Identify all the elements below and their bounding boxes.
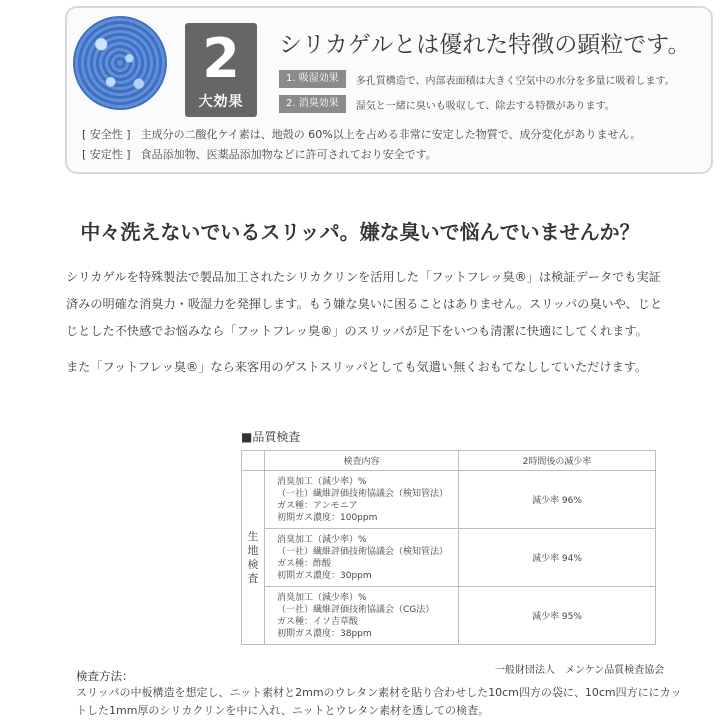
table-row <box>242 529 656 587</box>
condition-line: （一社）繊維評価技術協議会（CG法） <box>277 604 435 615</box>
card-heading: シリカゲルとは優れた特徴の顕粒です。 <box>279 32 691 58</box>
safety-text: 主成分の二酸化ケイ素は、地殻の 60%以上を占める非常に安定した物質で、成分変化がありません。 <box>140 128 642 141</box>
silica-gel-image <box>73 16 167 110</box>
feature-tag: 1. 吸湿効果 <box>279 70 346 88</box>
method-text: スリッパの中板構造を想定し、ニット素材と2mmのウレタン素材を貼り合わせした10cm四方の袋に、10cm四方ににカットした1mm厚のシリカクリンを中に入れ、ニットとウレタン素材を透しての検査。 <box>76 686 682 717</box>
side-label-text: 生 地 検 査 <box>247 529 259 585</box>
side-label <box>242 471 265 645</box>
effect-badge <box>185 23 257 117</box>
badge-label: 大効果 <box>198 94 244 110</box>
condition-line: ガス種：アンモニア <box>277 500 358 511</box>
reduction-rate: 減少率 95% <box>459 587 656 645</box>
test-condition <box>265 529 459 587</box>
quality-table <box>241 450 656 645</box>
feature-tag: 2. 消臭効果 <box>279 95 346 113</box>
guest-paragraph: また「フットフレッ臭®」なら来客用のゲストスリッパとしても気遣い無くおもてなししていただけます。 <box>66 360 648 374</box>
condition-line: 消臭加工（減少率）% <box>277 476 367 487</box>
method-title: 検査方法： <box>76 669 134 683</box>
feature-desc: 多孔質構造で、内部表面積は大きく空気中の水分を多量に吸着します。 <box>355 75 675 87</box>
condition-line: （一社）繊維評価技術協議会（検知管法） <box>277 488 449 499</box>
feature-desc: 湿気と一緒に臭いも吸収して、除去する特徴があります。 <box>355 100 615 112</box>
quality-title: ■品質検査 <box>241 430 301 444</box>
headline: 中々洗えないでいるスリッパ。嫌な臭いで悩んでいませんか？ <box>80 220 640 244</box>
condition-line: 消臭加工（減少率）% <box>277 534 367 545</box>
table-row <box>242 471 656 529</box>
test-condition <box>265 587 459 645</box>
condition-line: 初期ガス濃度：38ppm <box>277 628 372 639</box>
condition-line: ガス種：酢酸 <box>277 558 332 569</box>
safety-key: [ 安全性 ] <box>82 128 131 141</box>
condition-line: 消臭加工（減少率）% <box>277 592 367 603</box>
reduction-rate: 減少率 96% <box>459 471 656 529</box>
badge-number: 2 <box>202 27 240 90</box>
condition-line: 初期ガス濃度：100ppm <box>277 512 378 523</box>
condition-line: （一社）繊維評価技術協議会（検知管法） <box>277 546 449 557</box>
intro-paragraph: シリカゲルを特殊製法で製品加工されたシリカクリンを活用した「フットフレッ臭®」は検証データでも実証済みの明確な消臭力・吸湿力を発揮します。もう嫌な臭いに困ることはありません。スリッパの臭いや、じとじとした不快感でお悩みなら「フットフレッ臭®」のスリッパが足下をいつも清潔に快適にしてくれます。 <box>66 270 663 338</box>
table-row <box>242 587 656 645</box>
col-content-header: 検査内容 <box>265 451 459 471</box>
test-condition <box>265 471 459 529</box>
stability-line <box>82 146 437 162</box>
stability-key: [ 安定性 ] <box>82 148 131 161</box>
testing-organization: 一般財団法人 メンケン品質検査協会 <box>495 665 665 676</box>
safety-line <box>82 126 641 142</box>
feature-row <box>279 69 675 89</box>
condition-line: 初期ガス濃度：30ppm <box>277 570 372 581</box>
table-header-row <box>242 451 656 471</box>
stability-text: 食品添加物、医薬品添加物などに許可されており安全です。 <box>140 148 437 161</box>
reduction-rate: 減少率 94% <box>459 529 656 587</box>
col-rate-header: 2時間後の減少率 <box>459 451 656 471</box>
feature-row <box>279 94 615 114</box>
condition-line: ガス種：イソ吉草酸 <box>277 616 359 627</box>
side-header <box>242 451 265 471</box>
